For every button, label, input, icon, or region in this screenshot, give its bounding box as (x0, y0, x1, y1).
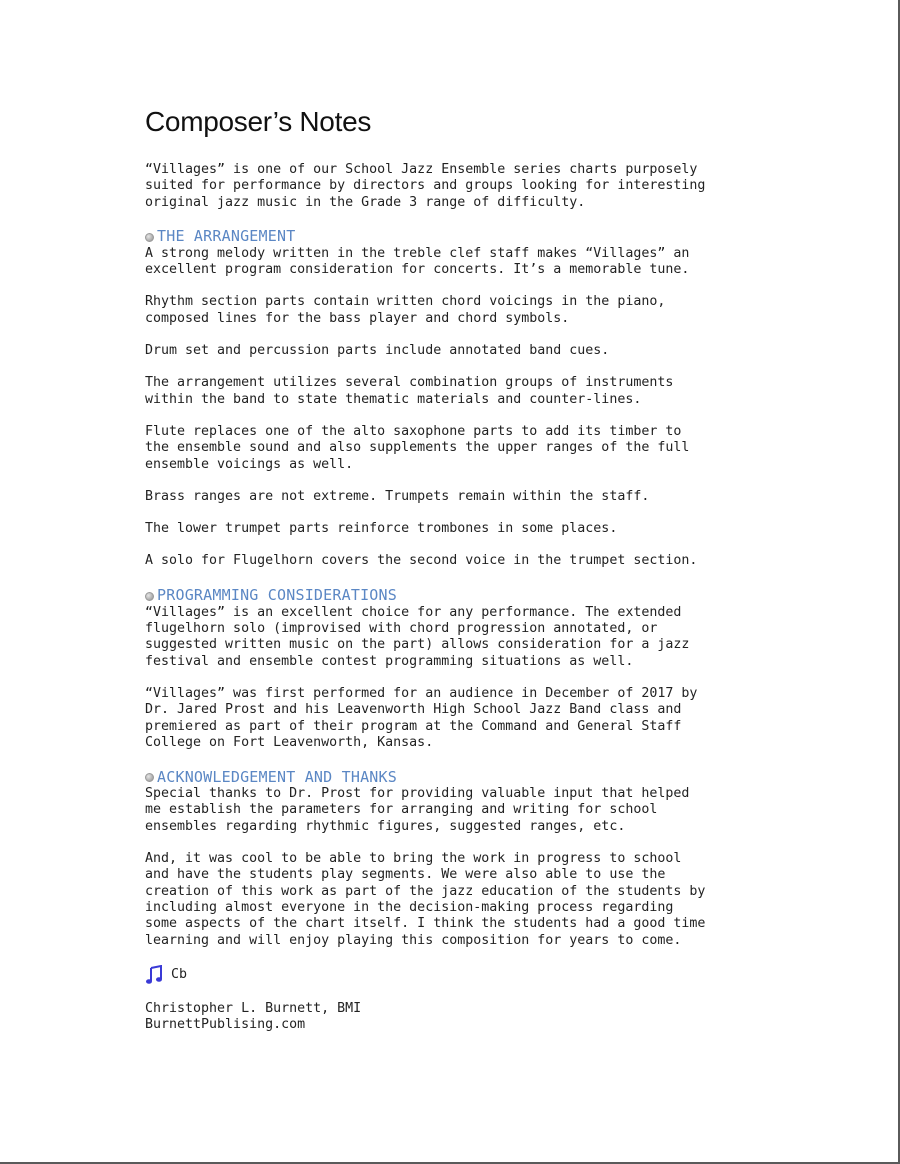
page-content (145, 106, 785, 1033)
composer-initials: Cb (171, 967, 188, 983)
arrangement-paragraph: Drum set and percussion parts include annotated band cues. (145, 343, 610, 359)
bullet-icon (145, 773, 154, 782)
programming-paragraph: “Villages” was first performed for an audience in December of 2017 by Dr. Jared Prost and his Leavenworth High School Jazz Band class and premiered as part of their program at the Command and General Staff College on Fort Leavenworth, Kansas. (145, 685, 698, 750)
section-heading-programming (145, 586, 785, 605)
intro-paragraph: “Villages” is one of our School Jazz Ensemble series charts purposely suited for performance by directors and groups looking for interesting original jazz music in the Grade 3 range of difficulty. (145, 162, 706, 210)
arrangement-paragraph: Flute replaces one of the alto saxophone parts to add its timber to the ensemble sound and also supplements the upper ranges of the full ensemble voicings as well. (145, 423, 690, 472)
page-title: Composer’s Notes (145, 106, 372, 137)
programming-paragraph: “Villages” is an excellent choice for any performance. The extended flugelhorn solo (improvised with chord progression annotated, or suggested written music on the part) allows consideration for a jazz festival and ensemble contest programming situations as well. (145, 604, 690, 669)
arrangement-paragraph: Brass ranges are not extreme. Trumpets remain within the staff. (145, 488, 650, 504)
arrangement-paragraph: A solo for Flugelhorn covers the second voice in the trumpet section. (145, 553, 698, 569)
section-title: THE ARRANGEMENT (157, 227, 296, 246)
acknowledgement-paragraph: And, it was cool to be able to bring the work in progress to school and have the students play segments. We were also able to use the creation of this work as part of the jazz education of the students by including almost everyone in the decision-making process regarding some aspects of the chart itself. I think the students had a good time learning and will enjoy playing this composition for years to come. (145, 851, 706, 948)
bullet-icon (145, 233, 154, 242)
section-heading-arrangement (145, 227, 785, 246)
arrangement-paragraph: The lower trumpet parts reinforce trombones in some places. (145, 521, 618, 537)
music-note-icon (145, 965, 163, 985)
section-title: ACKNOWLEDGEMENT AND THANKS (157, 767, 397, 786)
arrangement-paragraph: The arrangement utilizes several combination groups of instruments within the band to state thematic materials and counter-lines. (145, 375, 674, 407)
signature-mark (145, 965, 785, 985)
composer-name: Christopher L. Burnett, BMI (145, 1000, 362, 1016)
acknowledgement-paragraph: Special thanks to Dr. Prost for providing valuable input that helped me establish the parameters for arranging and writing for school ensembles regarding rhythmic figures, suggested ranges, etc. (145, 786, 690, 834)
section-heading-acknowledgement (145, 767, 785, 786)
arrangement-paragraph: Rhythm section parts contain written chord voicings in the piano, composed lines for the bass player and chord symbols. (145, 294, 666, 326)
section-title: PROGRAMMING CONSIDERATIONS (157, 586, 397, 605)
publisher-website: BurnettPublising.com (145, 1017, 306, 1033)
bullet-icon (145, 592, 154, 601)
arrangement-paragraph: A strong melody written in the treble clef staff makes “Villages” an excellent program consideration for concerts. It’s a memorable tune. (145, 245, 690, 278)
